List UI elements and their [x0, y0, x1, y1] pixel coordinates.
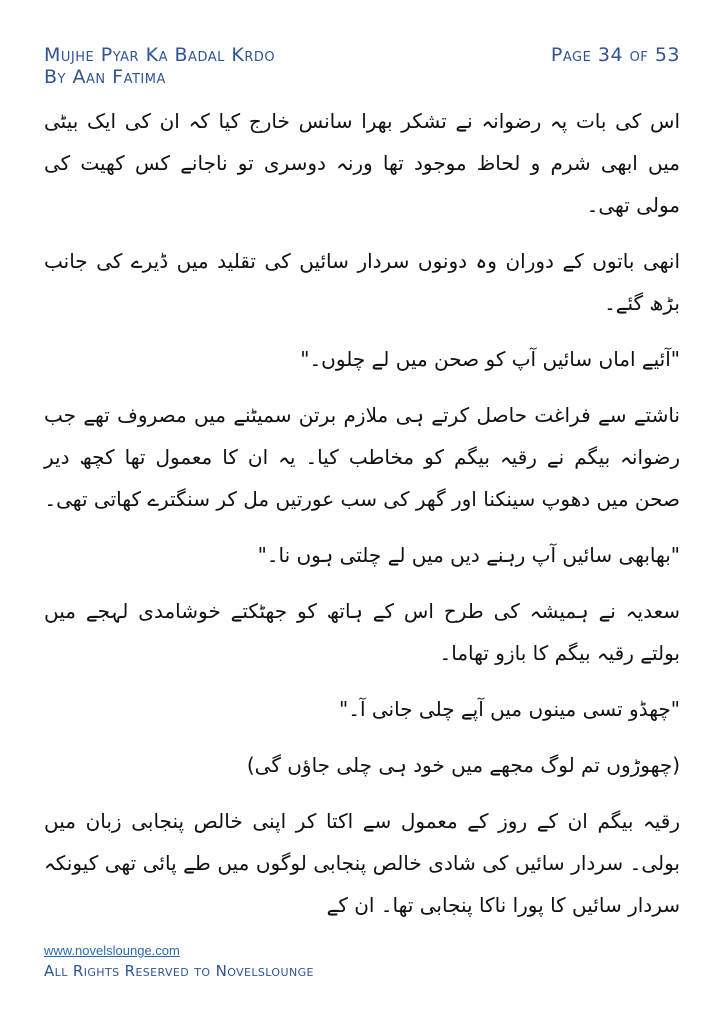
paragraph: سعدیہ نے ہمیشہ کی طرح اس کے ہاتھ کو جھٹکتے خوشامدی لہجے میں بولتے رقیہ بیگم کا بازو تھاما۔ — [44, 599, 680, 665]
paragraph: ناشتے سے فراغت حاصل کرتے ہی ملازم برتن سمیٹنے میں مصروف تھے جب رضوانہ بیگم نے رقیہ بیگم کو مخاطب کیا۔ یہ ان کا معمول تھا کچھ دیر صحن میں دھوپ سینکنا اور گھر کی سب عورتیں مل کر سنگترے کھاتی تھی۔ — [44, 403, 680, 511]
translation-paragraph: (چھوڑوں تم لوگ مجھے میں خود ہی چلی جاؤں گی) — [246, 753, 680, 777]
website-link[interactable]: www.novelslounge.com — [44, 943, 180, 958]
dialogue-paragraph: "بھابھی سائیں آپ رہنے دیں میں لے چلتی ہوں نا۔" — [257, 543, 680, 567]
paragraph: انھی باتوں کے دوران وہ دونوں سردار سائیں کی تقلید میں ڈیرے کی جانب بڑھ گئے۔ — [44, 249, 680, 315]
dialogue-paragraph: "آئیے اماں سائیں آپ کو صحن میں لے چلوں۔" — [300, 347, 680, 371]
copyright-notice: All Rights Reserved to Novelslounge — [44, 962, 314, 980]
paragraph: اس کی بات پہ رضوانہ نے تشکر بھرا سانس خارج کیا کہ ان کی ایک بیٹی میں ابھی شرم و لحاظ موجود تھا ورنہ دوسری تو ناجانے کس کھیت کی مولی تھی۔ — [44, 109, 680, 217]
story-body — [44, 100, 680, 926]
page-number: Page 34 of 53 — [550, 44, 680, 66]
author-name: By Aan Fatima — [44, 66, 166, 88]
paragraph: رقیہ بیگم ان کے روز کے معمول سے اکتا کر اپنی خالص پنجابی زبان میں بولی۔ سردار سائیں کی شادی خالص پنجابی لوگوں میں طے پائی تھی کیونکہ سردار سائیں کا پورا ناکا پنجابی تھا۔ ان کے — [44, 809, 680, 917]
dialogue-paragraph: "چھڈو تسی مینوں میں آپے چلی جانی آ۔" — [339, 697, 680, 721]
novel-title: Mujhe Pyar Ka Badal Krdo — [44, 44, 276, 66]
